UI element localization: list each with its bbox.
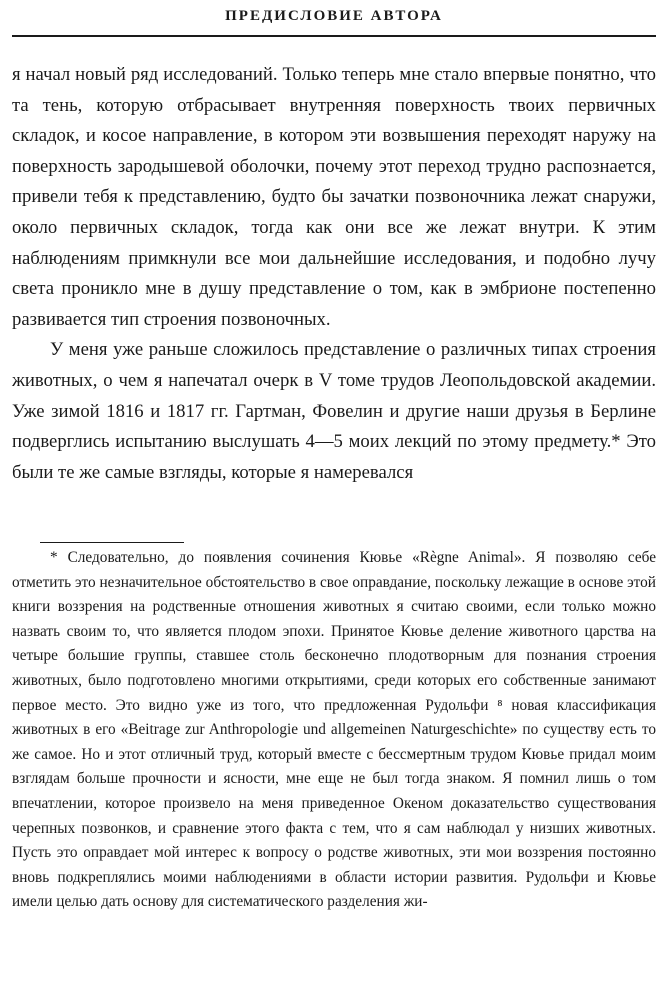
header-rule: [12, 35, 656, 37]
main-text: [12, 60, 656, 488]
paragraph-continued: я начал новый ряд исследований. Только теперь мне стало впервые понятно, что та тень, которую отбрасывает внутренняя поверхность твоих первичных складок, и косое направление, в котором эти возвышения переходят наружу на поверхность зародышевой оболочки, почему этот переход трудно распознается, привели тебя к представлению, будто бы зачатки позвоночника лежат снаружи, около первичных складок, тогда как они все же лежат внутри. К этим наблюдениям примкнули все мои дальнейшие исследования, и подобно лучу света проникло мне в душу представление о том, как в эмбрионе постепенно развивается тип строения позвоночных.: [12, 64, 656, 330]
running-head: ПРЕДИСЛОВИЕ АВТОРА: [225, 8, 443, 24]
footnote: [12, 546, 656, 915]
paragraph: У меня уже раньше сложилось представление о различных типах строения животных, о чем я напечатал очерк в V томе трудов Леопольдовской академии. Уже зимой 1816 и 1817 гг. Гартман, Фовелин и другие наши друзья в Берлине подверглись испытанию выслушать 4—5 моих лекций по этому предмету.* Это были те же самые взгляды, которые я намеревался: [12, 339, 656, 483]
footnote-text: * Следовательно, до появления сочинения Кювье «Règne Animal». Я позволяю себе отметить это незначительное обстоятельство в свое оправдание, поскольку лежащие в основе этой книги воззрения на родственные отношения животных я считаю своими, если только можно назвать своим то, что является плодом эпохи. Принятое Кювье деление животного царства на четыре большие группы, ставшее столь бесконечно плодотворным для познания строения животных, было подготовлено многими открытиями, среди которых его собственные занимают первое место. Это видно уже из того, что предложенная Рудольфи ⁸ новая классификация животных в его «Beitrage zur Anthropologie und allgemeinen Naturgeschichte» по существу есть то же самое. Но и этот отличный труд, который вместе с бессмертным трудом Кювье придал моим взглядам больше прочности и ясности, мне еще не был тогда знаком. Я помнил лишь о том впечатлении, которое произвело на меня приведенное Океном доказательство существования черепных позвонков, и сравнение этого факта с тем, что я сам наблюдал у низших животных. Пусть это оправдает мой интерес к вопросу о родстве животных, эти мои воззрения постоянно вновь подкреплялись моими наблюдениями в области истории развития. Рудольфи и Кювье имели целью дать основу для систематического разделения жи-: [12, 549, 656, 911]
footnote-rule: [40, 542, 184, 543]
